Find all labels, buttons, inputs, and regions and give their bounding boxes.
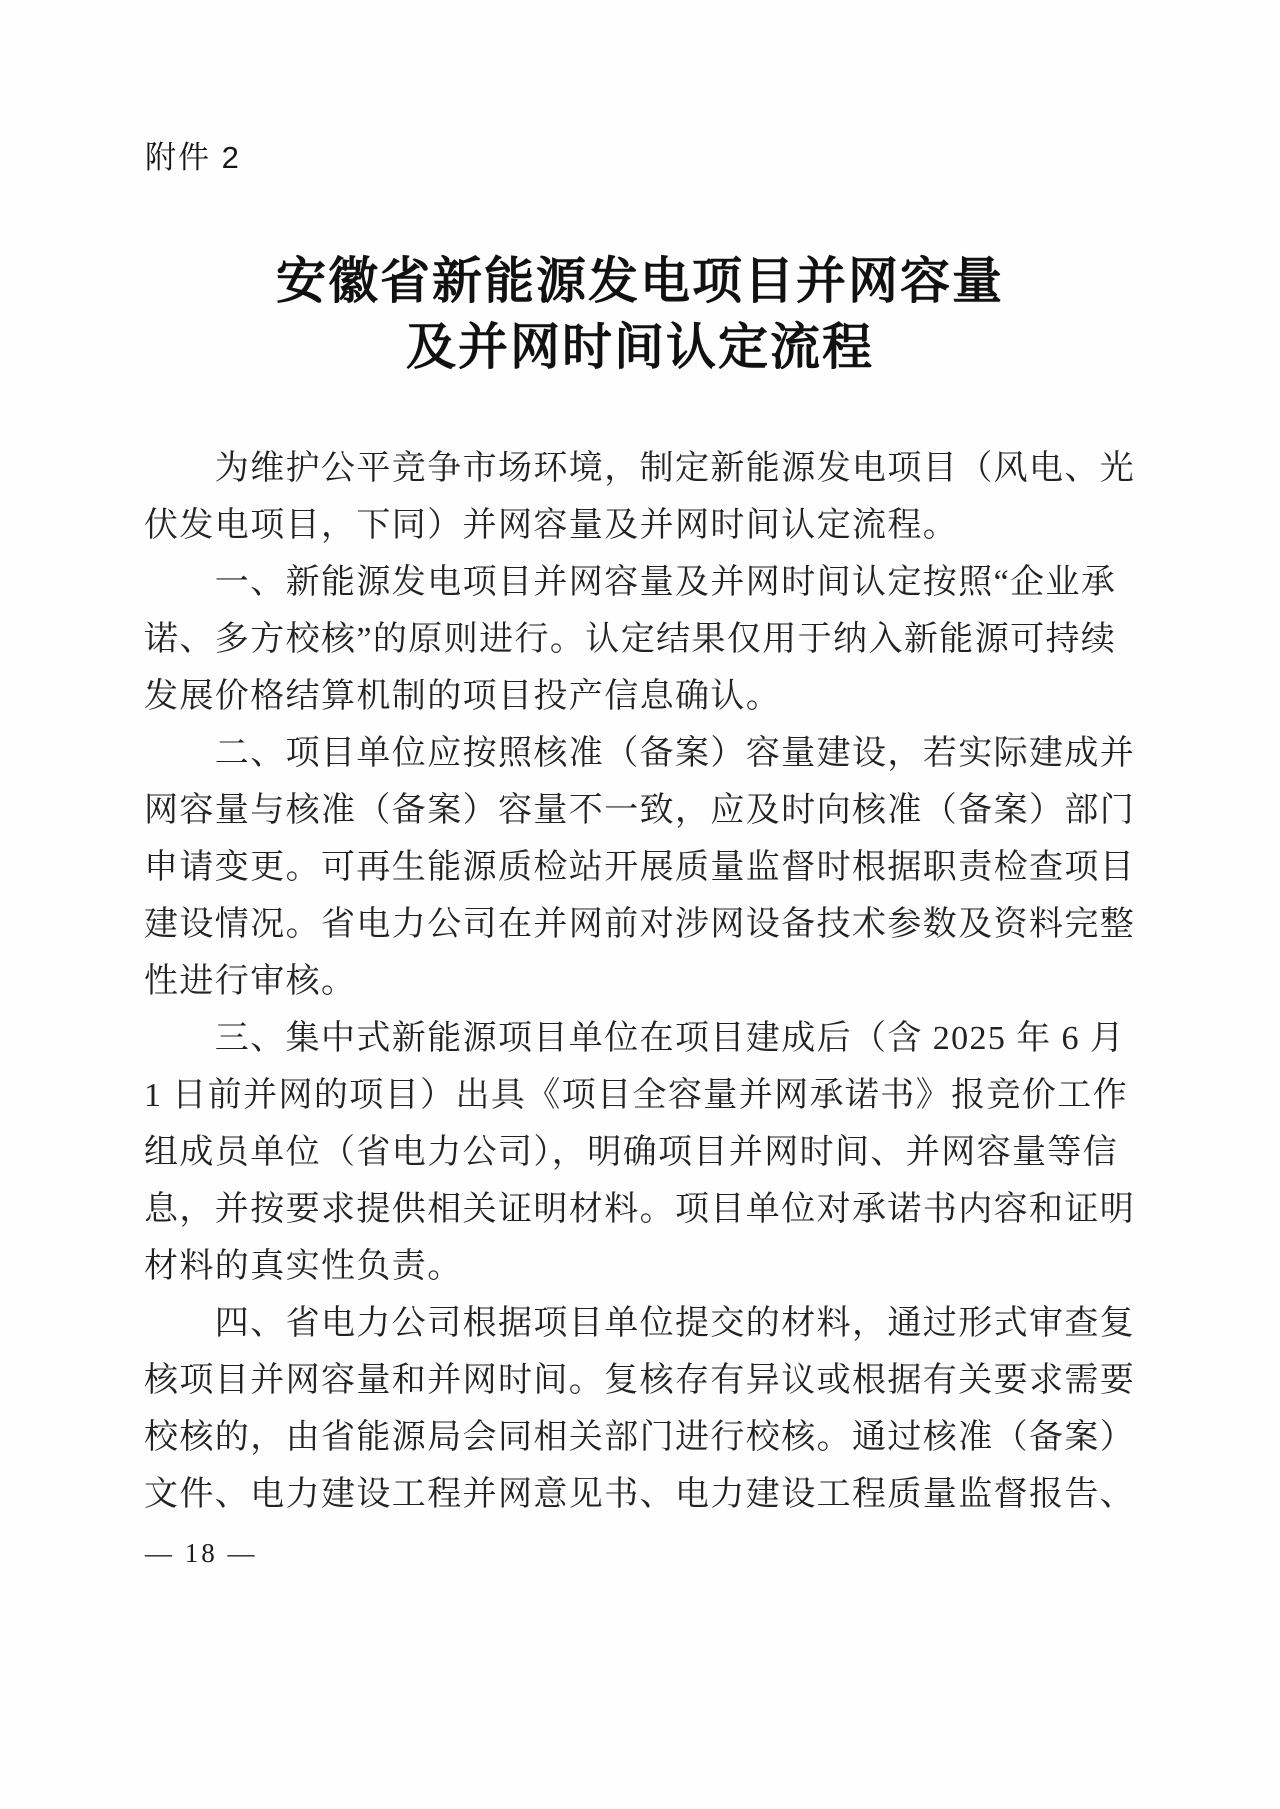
document-title-line-2: 及并网时间认定流程 [406,319,874,375]
body-text-line: 建设情况。省电力公司在并网前对涉网设备技术参数及资料完整 [144,906,1136,943]
body-text-line: 伏发电项目，下同）并网容量及并网时间认定流程。 [144,507,959,544]
body-text-line: 1 日前并网的项目）出具《项目全容量并网承诺书》报竞价工作 [144,1077,1129,1114]
body-text-line: 息，并按要求提供相关证明材料。项目单位对承诺书内容和证明 [144,1191,1136,1228]
document-title [0,248,1280,380]
attachment-label: 附件 2 [145,140,241,175]
page-number: — 18 — [145,1538,258,1568]
body-text-line: 诺、多方校核”的原则进行。认定结果仅用于纳入新能源可持续 [144,621,1117,658]
body-text-line: 四、省电力公司根据项目单位提交的材料，通过形式审查复 [144,1305,1136,1342]
body-text-line: 组成员单位（省电力公司），明确项目并网时间、并网容量等信 [144,1134,1119,1171]
document-body [144,440,1140,1523]
body-text-line: 发展价格结算机制的项目投产信息确认。 [144,678,782,715]
body-text-line: 网容量与核准（备案）容量不一致，应及时向核准（备案）部门 [144,792,1136,829]
body-text-line: 材料的真实性负责。 [144,1248,463,1285]
body-text-line: 校核的，由省能源局会同相关部门进行校核。通过核准（备案） [144,1419,1136,1456]
body-text-line: 申请变更。可再生能源质检站开展质量监督时根据职责检查项目 [144,849,1136,886]
body-text-line: 性进行审核。 [144,963,357,1000]
body-text-line: 三、集中式新能源项目单位在项目建成后（含 2025 年 6 月 [144,1020,1126,1057]
body-text-line: 文件、电力建设工程并网意见书、电力建设工程质量监督报告、 [144,1476,1136,1513]
body-text-line: 一、新能源发电项目并网容量及并网时间认定按照“企业承 [144,564,1117,601]
body-text-line: 核项目并网容量和并网时间。复核存有异议或根据有关要求需要 [144,1362,1136,1399]
document-title-line-1: 安徽省新能源发电项目并网容量 [276,253,1004,309]
body-text-line: 为维护公平竞争市场环境，制定新能源发电项目（风电、光 [144,450,1136,487]
body-text-line: 二、项目单位应按照核准（备案）容量建设，若实际建成并 [144,735,1136,772]
